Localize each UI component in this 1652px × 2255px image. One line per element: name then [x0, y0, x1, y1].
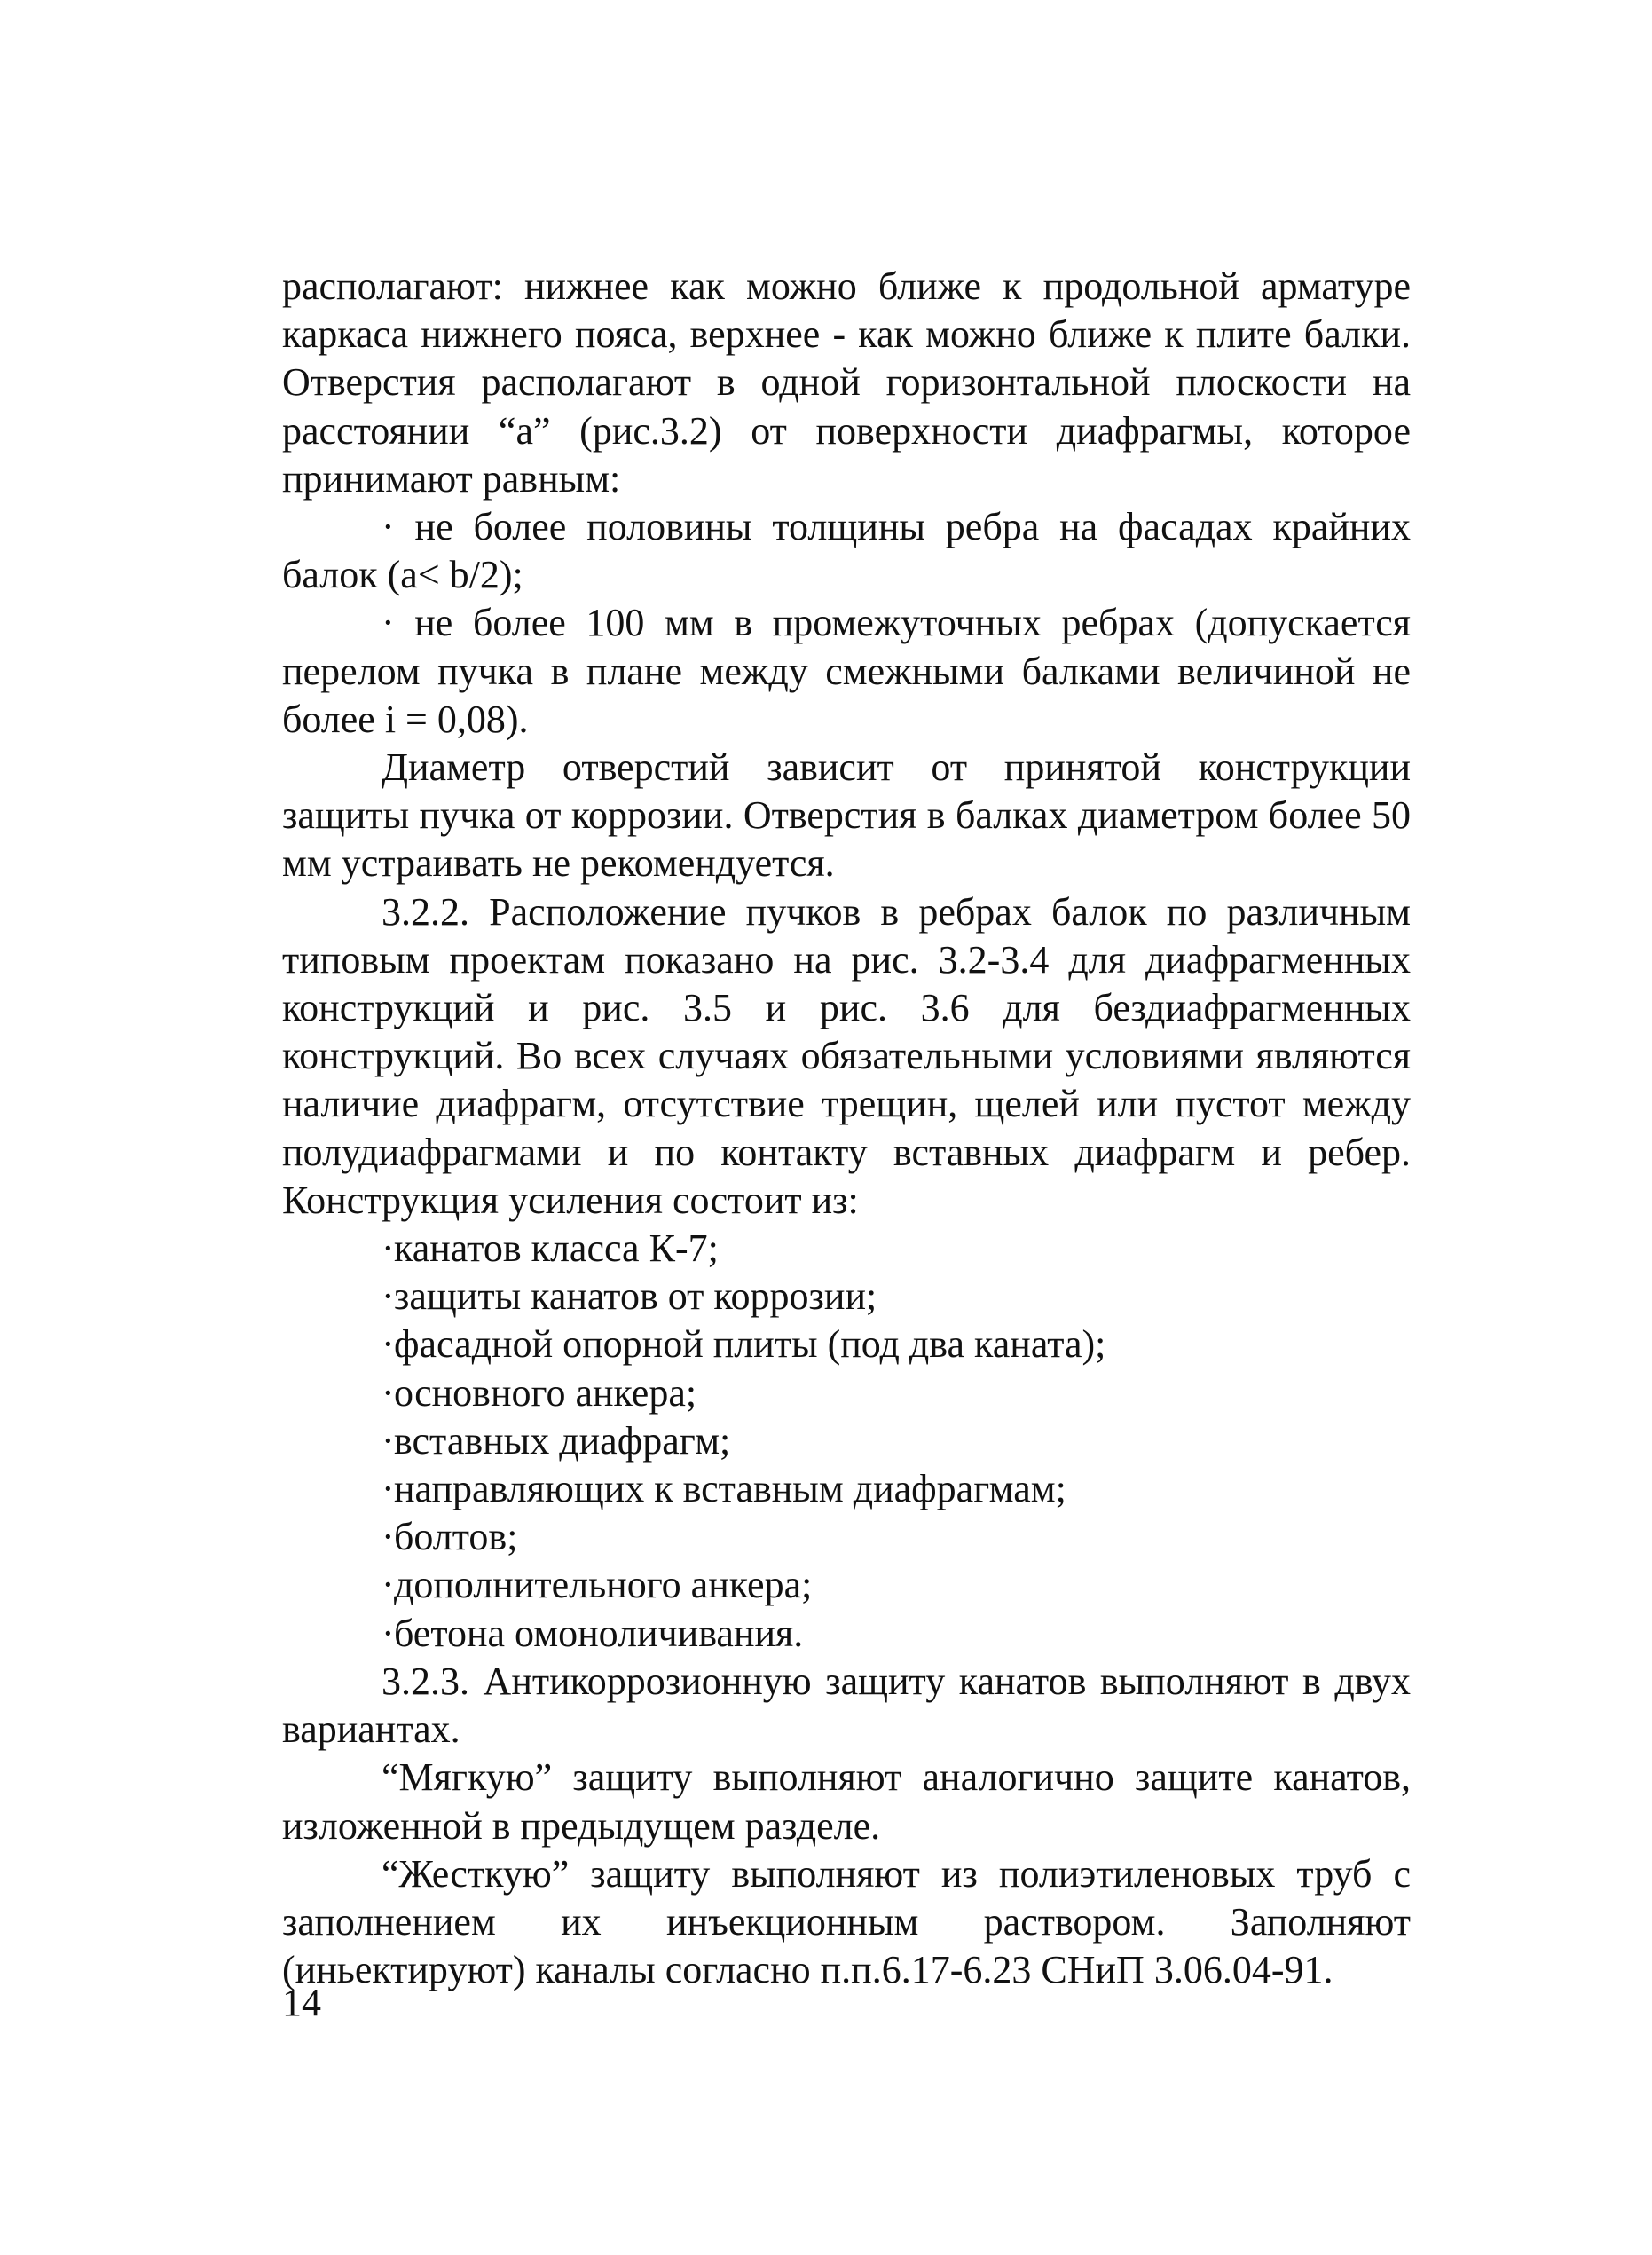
bullet-icon: ·	[382, 1515, 395, 1559]
list-item-text: дополнительного анкера;	[394, 1563, 813, 1607]
list-item-text: защиты канатов от коррозии;	[394, 1274, 877, 1319]
list-item-text: направляющих к вставным диафрагмам;	[394, 1467, 1066, 1511]
body-text	[282, 263, 1411, 1994]
list-item	[282, 1225, 1411, 1273]
list-item	[282, 1369, 1411, 1417]
list-item	[282, 1513, 1411, 1561]
bullet-icon: ·	[382, 1611, 395, 1655]
bullet-icon: ·	[382, 1322, 395, 1367]
paragraph-bullet-intermediate-ribs: · не более 100 мм в промежуточных ребрах (допускается перелом пучка в плане между смежными балками величиной не более i = 0,08).	[282, 601, 1411, 741]
list-item	[282, 1321, 1411, 1368]
components-list	[282, 1225, 1411, 1658]
bullet-icon: ·	[382, 1226, 395, 1271]
paragraph-hard-protection: “Жесткую” защиту выполняют из полиэтиленовых труб с заполнением их инъекционным раствором. Заполняют (иньектируют) каналы согласно п.п.6.17-6.23 СНиП 3.06.04-91.	[282, 1851, 1411, 1992]
list-item-text: бетона омоноличивания.	[394, 1611, 804, 1655]
page-number: 14	[282, 1981, 321, 2024]
paragraph-continuation: располагают: нижнее как можно ближе к продольной арматуре каркаса нижнего пояса, верхнее - как можно ближе к плите балки. Отверстия располагают в одной горизонтальной плоскости на расстоянии “а” (рис.3.2) от поверхности диафрагмы, которое принимают равным:	[282, 264, 1411, 501]
bullet-icon: ·	[382, 1467, 395, 1511]
list-item-text: канатов класса К-7;	[394, 1226, 719, 1271]
bullet-icon: ·	[382, 1370, 395, 1415]
list-item-text: основного анкера;	[394, 1370, 697, 1415]
list-item-text: болтов;	[394, 1515, 518, 1559]
list-item	[282, 1465, 1411, 1513]
paragraph-bullet-half-rib: · не более половины толщины ребра на фасадах крайних балок (а< b/2);	[282, 505, 1411, 597]
list-item-text: вставных диафрагм;	[394, 1418, 731, 1463]
bullet-icon: ·	[382, 1563, 395, 1607]
bullet-icon: ·	[382, 1274, 395, 1319]
bullet-icon: ·	[382, 1418, 395, 1463]
list-item	[282, 1273, 1411, 1321]
list-item-text: фасадной опорной плиты (под два каната);	[394, 1322, 1106, 1367]
paragraph-section-3-2-3: 3.2.3. Антикоррозионную защиту канатов выполняют в двух вариантах.	[282, 1659, 1411, 1752]
list-item	[282, 1610, 1411, 1658]
paragraph-hole-diameter: Диаметр отверстий зависит от принятой конструкции защиты пучка от коррозии. Отверстия в балках диаметром более 50 мм устраивать не рекомендуется.	[282, 745, 1411, 886]
paragraph-section-3-2-2: 3.2.2. Расположение пучков в ребрах балок по различным типовым проектам показано на рис. 3.2-3.4 для диафрагменных конструкций и рис. 3.5 и рис. 3.6 для бездиафрагменных конструкций. Во всех случаях обязательными условиями являются наличие диафрагм, отсутствие трещин, щелей или пустот между полудиафрагмами и по контакту вставных диафрагм и ребер. Конструкция усиления состоит из:	[282, 889, 1411, 1222]
list-item	[282, 1417, 1411, 1465]
list-item	[282, 1561, 1411, 1609]
paragraph-soft-protection: “Мягкую” защиту выполняют аналогично защите канатов, изложенной в предыдущем разделе.	[282, 1755, 1411, 1848]
